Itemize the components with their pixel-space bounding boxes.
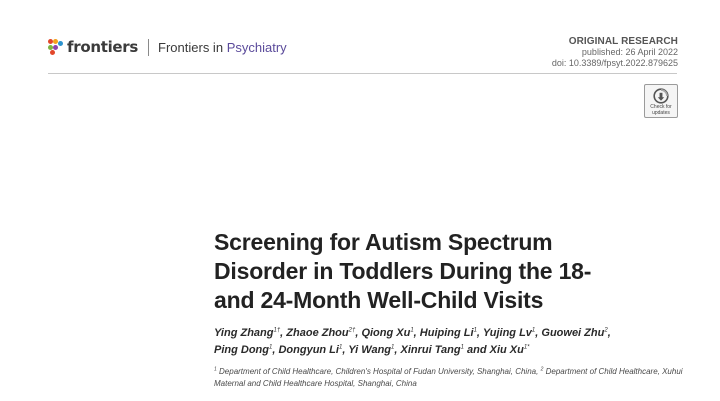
article-type: ORIGINAL RESEARCH — [568, 36, 678, 47]
author-name[interactable]: Yujing Lv$^1$ — [482, 327, 536, 339]
author-name[interactable]: Qiong Xu$^1$ — [361, 327, 414, 339]
journal-prefix: Frontiers in — [158, 39, 224, 55]
journal-name[interactable] — [158, 40, 287, 55]
title-line: and 24-Month Well-Child Visits — [214, 287, 544, 313]
header-divider — [48, 73, 677, 74]
author-name[interactable]: Yi Wang$^1$ — [348, 344, 395, 356]
article-header — [48, 36, 678, 76]
publisher-brand[interactable] — [48, 38, 287, 56]
title-line: Screening for Autism Spectrum — [214, 229, 553, 255]
logo-text: frontiers — [67, 38, 139, 56]
affiliation: $^2$ Department of Child Healthcare, Xuhui Maternal and Child Healthcare Hospital, Shanghai, China — [214, 366, 683, 388]
author-name[interactable]: Huiping Li$^1$ — [419, 327, 477, 339]
author-name[interactable]: Ying Zhang$^{1\dagger}$ — [214, 327, 281, 339]
author-name[interactable]: Zhaoe Zhou$^{2\dagger}$ — [286, 327, 356, 339]
published-date: published: 26 April 2022 — [581, 47, 678, 57]
author-name[interactable]: Dongyun Li$^1$ — [278, 344, 343, 356]
affiliation: $^1$ Department of Child Healthcare, Children's Hospital of Fudan University, Shanghai, China, — [214, 366, 539, 376]
journal-field: Psychiatry — [226, 39, 287, 55]
logo-dot — [58, 41, 63, 46]
check-for-updates-icon — [653, 88, 669, 104]
article-title — [214, 228, 674, 315]
author-list: Ying Zhang$^{1\dagger}$, Zhaoe Zhou$^{2\dagger}$, Qiong Xu$^1$, Huiping Li$^1$, Yujing Lv$^1$, Guowei Zhu$^2$, Ping Dong$^1$, Dongyun Li$^1$, Yi Wang$^1$, Xinrui Tang$^1$ and Xiu $Xu^{1*}$ — [214, 327, 611, 356]
affiliations — [214, 366, 684, 390]
author-name[interactable]: Ping Dong$^1$ — [214, 344, 273, 356]
check-for-updates-line2: updates — [652, 109, 670, 116]
logo-dot — [50, 50, 55, 55]
brand-divider — [148, 39, 149, 56]
check-for-updates-line1: Check for — [650, 104, 672, 110]
author-name[interactable]: Guowei Zhu$^2$ — [541, 327, 608, 339]
doi-link[interactable]: doi: 10.3389/fpsyt.2022.879625 — [551, 58, 678, 68]
check-for-updates-button[interactable] — [644, 84, 678, 118]
logo-dot — [53, 45, 58, 50]
authors-conjunction: and — [466, 344, 487, 356]
article-meta — [552, 36, 678, 69]
author-name[interactable]: Xinrui Tang$^1$ — [400, 344, 464, 356]
check-for-updates-label — [650, 105, 671, 116]
frontiers-logo-icon — [48, 39, 63, 56]
author-name[interactable]: Xiu $Xu^{1*}$ — [489, 344, 530, 356]
title-line: Disorder in Toddlers During the 18- — [214, 258, 592, 284]
